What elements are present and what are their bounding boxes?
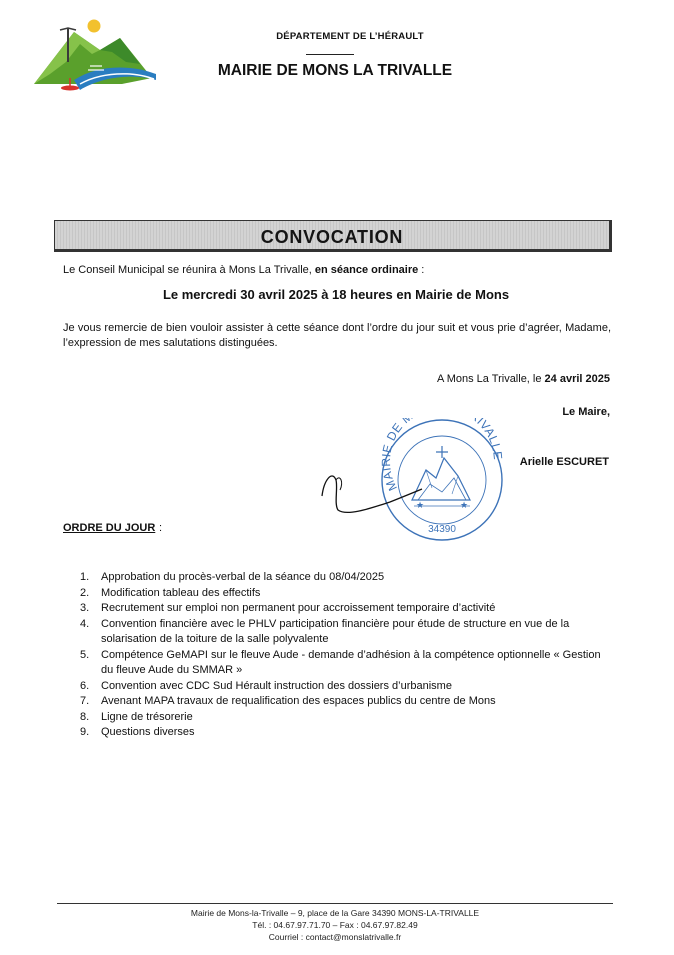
agenda-item-number: 7. — [80, 695, 90, 707]
body-text-2: , l’expression de mes salutations distinguées. — [63, 322, 611, 349]
convocation-banner — [54, 220, 612, 252]
agenda-item-number: 9. — [80, 726, 90, 738]
official-stamp — [318, 418, 514, 556]
agenda-item-text: Recrutement sur emploi non permanent pour accroissement temporaire d’activité — [101, 602, 496, 614]
agenda-item — [80, 586, 612, 602]
agenda-item-text: Modification tableau des effectifs — [101, 586, 261, 599]
footer-address: Mairie de Mons-la-Trivalle – 9, place de la Gare 34390 MONS-LA-TRIVALLE — [190, 908, 480, 918]
intro-prefix: Le Conseil Municipal se réunira à Mons La Trivalle, — [63, 264, 315, 276]
agenda-list — [80, 570, 612, 741]
department-label: DÉPARTEMENT DE L’HÉRAULT — [276, 31, 424, 42]
agenda-item — [80, 694, 612, 710]
intro-session-type: en séance ordinaire — [314, 264, 419, 276]
intro-suffix: : — [418, 264, 425, 276]
agenda-item-number: 4. — [80, 617, 90, 630]
agenda-item-number: 8. — [80, 710, 90, 723]
agenda-heading-colon: : — [159, 522, 163, 534]
signature-date: 24 avril 2025 — [544, 373, 610, 385]
agenda-item-text: Compétence GeMAPI sur le fleuve Aude - demande d’adhésion à la compétence optionnelle « Gestion du fleuve Aude du SMMAR » — [101, 648, 601, 676]
agenda-item-text: Avenant MAPA travaux de requalification des espaces publics du centre de Mons — [101, 695, 496, 707]
agenda-item-number: 2. — [80, 586, 90, 599]
agenda-item — [80, 679, 612, 695]
svg-text:★: ★ — [460, 500, 469, 510]
agenda-item-text: Questions diverses — [101, 726, 195, 738]
agenda-item — [80, 710, 612, 726]
stamp-text: MAIRIE DE IVALLE — [378, 418, 506, 494]
agenda-item-number: 1. — [80, 571, 90, 583]
intro-paragraph — [63, 263, 424, 278]
agenda-item — [80, 725, 612, 741]
agenda-item-number: 6. — [80, 679, 90, 692]
maire-title: Le Maire, — [562, 406, 610, 418]
agenda-item-number: 5. — [80, 648, 90, 661]
agenda-item — [80, 570, 612, 586]
body-salutation: Madame — [565, 322, 608, 334]
agenda-item — [80, 601, 612, 617]
agenda-item — [80, 648, 612, 679]
agenda-heading: ORDRE DU JOUR — [63, 522, 156, 534]
footer-phone: Tél. : 04.67.97.71.70 – Fax : 04.67.97.82.49 — [252, 920, 418, 930]
agenda-item-text: Approbation du procès-verbal de la séance du 08/04/2025 — [101, 571, 385, 583]
agenda-item — [80, 617, 612, 648]
header-divider — [306, 54, 354, 55]
agenda-item-number: 3. — [80, 602, 90, 614]
mairie-title: MAIRIE DE MONS LA TRIVALLE — [217, 62, 453, 79]
svg-text:★: ★ — [416, 500, 425, 510]
body-paragraph — [63, 321, 611, 351]
footer-divider — [57, 903, 613, 904]
agenda-item-text: Convention avec CDC Sud Hérault instruction des dossiers d’urbanisme — [101, 679, 452, 692]
footer-email: Courriel : contact@monslatrivalle.fr — [268, 932, 402, 942]
stamp-code: 34390 — [428, 524, 456, 535]
maire-name: Arielle ESCURET — [519, 456, 609, 468]
body-text-1: Je vous remercie de bien vouloir assister à cette séance dont l’ordre du jour suit et vous prie d’agréer, — [63, 322, 566, 334]
agenda-item-text: Convention financière avec le PHLV participation financière pour étude de structure en vue de la solarisation de la toiture de la salle polyvalente — [101, 617, 570, 645]
mountain-river-logo — [30, 18, 158, 96]
meeting-date-line: Le mercredi 30 avril 2025 à 18 heures en Mairie de Mons — [162, 287, 510, 302]
convocation-title: CONVOCATION — [260, 227, 404, 247]
agenda-item-text: Ligne de trésorerie — [101, 710, 193, 723]
place-date-line — [300, 372, 610, 387]
place-prefix: A Mons La Trivalle, le — [436, 373, 545, 385]
